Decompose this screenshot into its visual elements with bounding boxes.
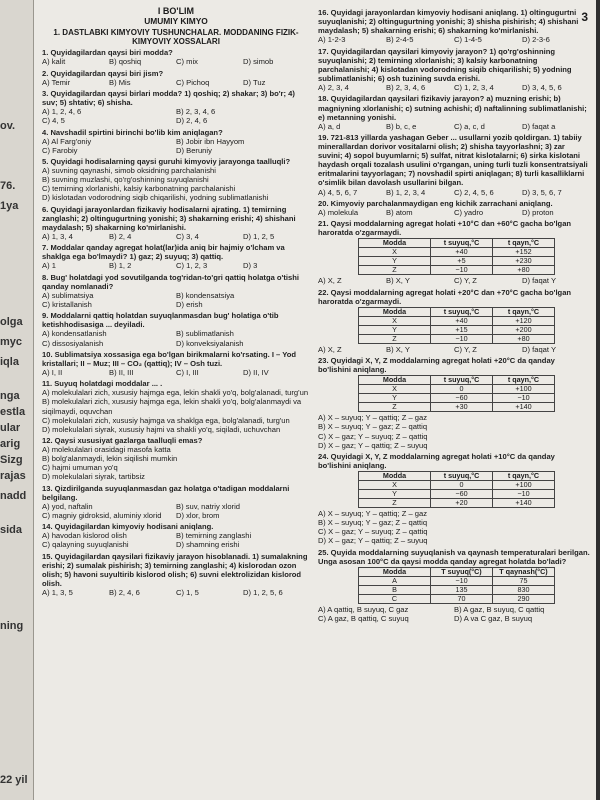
table-header-cell: t qayn,°C bbox=[493, 307, 555, 316]
answer-option: D) 2-3-6 bbox=[522, 35, 550, 45]
answer-option: A) 4, 5, 6, 7 bbox=[318, 187, 358, 197]
answer-option: A) 1-2-3 bbox=[318, 35, 346, 45]
answer-option: B) X, Y bbox=[386, 276, 410, 286]
question-text: 2. Quyidagilardan qaysi biri jism? bbox=[42, 68, 164, 78]
answer-option: D) 2, 4, 6 bbox=[176, 116, 208, 126]
answer-option: B) Jobir ibn Hayyom bbox=[176, 136, 245, 146]
answer-options bbox=[318, 413, 590, 449]
answer-option: B) 2, 3, 4, 6 bbox=[386, 83, 426, 93]
table-cell: A bbox=[359, 576, 431, 585]
question bbox=[318, 47, 590, 92]
answer-options bbox=[42, 107, 310, 125]
answer-option: D) kislotadan vodorodning siqib chiqarilishi, yodning sublimatlanishi bbox=[42, 193, 269, 203]
table-header-cell: t suyuq,°C bbox=[431, 307, 493, 316]
answer-option: C) Pichoq bbox=[176, 77, 210, 87]
question bbox=[318, 452, 590, 546]
answer-option: A) I, II bbox=[42, 367, 63, 377]
neighbor-fragment: rajas bbox=[0, 470, 26, 482]
question bbox=[42, 522, 310, 549]
question bbox=[42, 552, 310, 597]
question-text: 21. Qaysi moddalarning agregat holati +10°C dan +60°C gacha bo'lgan haroratda o'zgarmaydi. bbox=[318, 219, 572, 238]
answer-option: C) 4, 5 bbox=[42, 116, 65, 126]
answer-options bbox=[318, 83, 590, 92]
answer-option: A) a, d bbox=[318, 121, 341, 131]
neighbor-fragment: ov. bbox=[0, 120, 16, 132]
table-header-cell: Modda bbox=[359, 376, 431, 385]
question-text: 13. Qizdirilganda suyuqlanmasdan gaz holatga o'tadigan moddalarni belgilang. bbox=[42, 483, 290, 502]
question bbox=[42, 89, 310, 125]
answer-options bbox=[318, 276, 590, 285]
table-header-cell: T suyuq(°C) bbox=[431, 567, 493, 576]
question-text: 10. Sublimatsiya xossasiga ega bo'lgan birikmalarni ko'rsating. I – Yod kristallari; II – Muz; III – CO₂ (qattiq); IV – Osh tuzi. bbox=[42, 349, 297, 368]
answer-option: B) 1, 2, 3, 4 bbox=[386, 187, 426, 197]
answer-option: B) 1, 2 bbox=[109, 261, 132, 271]
answer-option: C) A gaz, B qattiq, C suyuq bbox=[318, 613, 409, 623]
question bbox=[318, 356, 590, 450]
table-row bbox=[359, 594, 555, 603]
answer-option: C) kristallanish bbox=[42, 299, 92, 309]
table-header-cell: t qayn,°C bbox=[493, 376, 555, 385]
table-cell: +40 bbox=[431, 248, 493, 257]
question bbox=[42, 273, 310, 309]
table-cell: Z bbox=[359, 334, 431, 343]
answer-options bbox=[42, 232, 310, 241]
question bbox=[42, 484, 310, 520]
document-page bbox=[34, 0, 596, 800]
data-table bbox=[358, 238, 555, 275]
answer-option: B) suv, natriy xlorid bbox=[176, 501, 241, 511]
table-cell: −60 bbox=[431, 490, 493, 499]
answer-option: D) xlor, brom bbox=[176, 510, 220, 520]
table-header-cell: Modda bbox=[359, 567, 431, 576]
table-cell: +120 bbox=[493, 316, 555, 325]
answer-option: D) 3 bbox=[243, 261, 258, 271]
answer-options bbox=[42, 368, 310, 377]
data-table bbox=[358, 375, 555, 412]
table-cell: C bbox=[359, 594, 431, 603]
answer-options bbox=[42, 329, 310, 347]
answer-option: A) 2, 3, 4 bbox=[318, 83, 349, 93]
table-cell: 70 bbox=[431, 594, 493, 603]
table-cell: −60 bbox=[431, 394, 493, 403]
table-cell: −10 bbox=[493, 490, 555, 499]
adjacent-page-edge bbox=[0, 0, 34, 800]
table-cell: +80 bbox=[493, 266, 555, 275]
table-cell: Y bbox=[359, 325, 431, 334]
question bbox=[318, 288, 590, 354]
answer-option: D) 1, 2, 5 bbox=[243, 231, 275, 241]
question-text: 1. Quyidagilardan qaysi biri modda? bbox=[42, 48, 173, 58]
question bbox=[42, 350, 310, 377]
table-cell: Z bbox=[359, 499, 431, 508]
table-cell: +100 bbox=[493, 385, 555, 394]
table-cell: Y bbox=[359, 257, 431, 266]
question-text: 24. Quyidagi X, Y, Z moddalarning agregat holati +10°C da qanday bo'lishini aniqlang. bbox=[318, 451, 555, 470]
table-cell: +152 bbox=[493, 248, 555, 257]
table-header-cell: Modda bbox=[359, 239, 431, 248]
question-text: 11. Suyuq holatdagi moddalar ... . bbox=[42, 379, 163, 389]
answer-option: A) 1, 3, 4 bbox=[42, 231, 73, 241]
table-header-cell: Modda bbox=[359, 472, 431, 481]
table-header-cell: Modda bbox=[359, 307, 431, 316]
answer-option: C) 1, 2, 3, 4 bbox=[454, 83, 494, 93]
answer-option: B) sublimatlanish bbox=[176, 329, 234, 339]
answer-option: A) X – suyuq; Y – qattiq; Z – gaz bbox=[318, 509, 428, 519]
answer-option: D) faqat Y bbox=[522, 276, 557, 286]
table-cell: Z bbox=[359, 403, 431, 412]
table-row bbox=[359, 585, 555, 594]
answer-options bbox=[42, 291, 310, 309]
answer-option: C) 1-4-5 bbox=[454, 35, 482, 45]
table-row bbox=[359, 316, 555, 325]
table-cell: 0 bbox=[431, 481, 493, 490]
table-cell: Z bbox=[359, 266, 431, 275]
answer-option: A) Al Farg'oniy bbox=[42, 136, 92, 146]
question bbox=[42, 157, 310, 202]
answer-option: B) 2-4-5 bbox=[386, 35, 414, 45]
table-cell: +5 bbox=[431, 257, 493, 266]
answer-option: B) b, c, e bbox=[386, 121, 417, 131]
table-cell: X bbox=[359, 481, 431, 490]
section-title: I BO'LIM bbox=[157, 6, 195, 16]
right-column bbox=[318, 6, 590, 798]
question-text: 19. 721-813 yillarda yashagan Geber ... usullarni yozib qoldirgan. 1) tabiiy minerallardan dorivor vositalarni olish; 2) shisha tayyorlashni; 3) zar suvini; 4) sopol buyumlarni; 5) sulfat, nitrat kislotalarni; 6) sirka kislotani haydash orqali tozalash usulini o'rgangan, uning turli tuzli konsentratsiyali eritmalarini tayyorlagan; 7) novshadil spirti aniqlagan; 8) turli kasalliklarni o'simlik bilan davolash usullarini bilgan. bbox=[318, 132, 588, 188]
question-text: 9. Moddalarni qattiq holatdan suyuqlanmasdan bug' holatiga o'tib ketishhodisasiga ... deyiladi. bbox=[42, 311, 279, 330]
neighbor-fragment: Sizg bbox=[0, 454, 23, 466]
neighbor-fragment: olga bbox=[0, 316, 23, 328]
answer-options bbox=[42, 137, 310, 155]
question-text: 17. Quyidagilardan qaysilari kimyoviy jarayon? 1) qo'rg'oshinning suyuqlanishi; 2) temirning xlorlanishi; 3) kalsiy karbonatning parchalanishi; 4) kislotadan vodorodning siqib chiqarilishi; 5) yodning sublimatlanishi; 6) osh tuzining suvda erishi. bbox=[318, 46, 572, 84]
answer-option: B) atom bbox=[386, 207, 413, 217]
answer-option: A) 1 bbox=[42, 261, 56, 271]
table-cell: −10 bbox=[431, 334, 493, 343]
question-list bbox=[42, 48, 310, 597]
answer-option: B) bolg'alanmaydi, lekin siqilishi mumkin bbox=[42, 454, 178, 464]
answer-option: D) II, IV bbox=[243, 367, 269, 377]
answer-option: C) X – gaz; Y – suyuq; Z – qattiq bbox=[318, 431, 428, 441]
question bbox=[42, 69, 310, 87]
answer-options bbox=[42, 445, 310, 481]
answer-option: A) X, Z bbox=[318, 276, 342, 286]
question bbox=[42, 379, 310, 434]
question-text: 18. Quyidagilardan qaysilari fizikaviy jarayon? a) muzning erishi; b) magniyning xlorlanishi; c) sutning achishi; d) naftalinning sublimatlanishi; e) metanning yonishi. bbox=[318, 94, 587, 122]
table-cell: −10 bbox=[431, 576, 493, 585]
answer-option: C) yadro bbox=[454, 207, 484, 217]
answer-option: A) suvning qaynashi, simob oksidning parchalanishi bbox=[42, 166, 216, 176]
answer-option: C) dissosiyalanish bbox=[42, 338, 104, 348]
table-header-row bbox=[359, 567, 555, 576]
answer-option: C) 3, 4 bbox=[176, 231, 199, 241]
table-cell: B bbox=[359, 585, 431, 594]
answer-options bbox=[42, 166, 310, 202]
answer-option: A) Temir bbox=[42, 77, 71, 87]
question bbox=[318, 219, 590, 285]
answer-option: A) sublimatsiya bbox=[42, 290, 94, 300]
question-text: 5. Quyidagi hodisalarning qaysi guruhi kimyoviy jarayonga taalluqli? bbox=[42, 156, 291, 166]
question bbox=[42, 243, 310, 270]
answer-option: A) molekulalari zich, xususiy hajmga ega, lekin shakli yo'q, bolg'alanadi, turg'un bbox=[42, 388, 309, 398]
question-text: 6. Quyidagi jarayonlardan fizikaviy hodisalarni ajrating. 1) temirning zanglashi; 2) oltingugurtning yonishi; 3) shakarning erishi; 4) shishani maydalash; 5) shakarning ko'mirlanishi. bbox=[42, 204, 296, 232]
answer-option: B) 2, 4 bbox=[109, 231, 132, 241]
answer-option: C) hajmi umuman yo'q bbox=[42, 463, 118, 473]
answer-option: D) molekulalari siyrak, tartibsiz bbox=[42, 472, 145, 482]
table-row bbox=[359, 499, 555, 508]
answer-options bbox=[42, 388, 310, 433]
neighbor-fragment: ning bbox=[0, 620, 24, 632]
table-cell: X bbox=[359, 316, 431, 325]
neighbor-fragment: nadd bbox=[0, 490, 27, 502]
answer-option: C) magniy gidroksid, aluminiy xlorid bbox=[42, 510, 162, 520]
neighbor-fragment: 76. bbox=[0, 180, 16, 192]
question bbox=[318, 133, 590, 197]
answer-options bbox=[42, 57, 310, 66]
answer-option: A) havodan kislorod olish bbox=[42, 531, 127, 541]
answer-option: D) X – gaz; Y – qattiq; Z – suyuq bbox=[318, 440, 428, 450]
table-header-row bbox=[359, 307, 555, 316]
answer-option: C) X – gaz; Y – suyuq; Z – qattiq bbox=[318, 527, 428, 537]
answer-option: A) yod, naftalin bbox=[42, 501, 93, 511]
answer-option: B) X, Y bbox=[386, 344, 410, 354]
table-cell: 0 bbox=[431, 385, 493, 394]
data-table bbox=[358, 471, 555, 508]
table-cell: X bbox=[359, 385, 431, 394]
answer-option: B) 2, 4, 6 bbox=[109, 588, 140, 598]
question-text: 14. Quyidagilardan kimyoviy hodisani aniqlang. bbox=[42, 522, 214, 532]
answer-option: C) qalayning suyuqlanishi bbox=[42, 540, 129, 550]
table-cell: Y bbox=[359, 490, 431, 499]
answer-options bbox=[318, 208, 590, 217]
answer-option: C) mix bbox=[176, 57, 198, 67]
table-cell: +30 bbox=[431, 403, 493, 412]
answer-options bbox=[42, 588, 310, 597]
answer-option: D) Tuz bbox=[243, 77, 266, 87]
answer-option: A) X, Z bbox=[318, 344, 342, 354]
answer-options bbox=[42, 261, 310, 270]
answer-option: D) Beruniy bbox=[176, 145, 212, 155]
answer-option: B) X – suyuq; Y – gaz; Z – qattiq bbox=[318, 422, 428, 432]
answer-option: A) molekula bbox=[318, 207, 359, 217]
answer-option: A) 1, 3, 5 bbox=[42, 588, 73, 598]
answer-option: A) molekulalari orasidagi masofa katta bbox=[42, 445, 171, 455]
answer-options bbox=[42, 78, 310, 87]
table-header-cell: t suyuq,°C bbox=[431, 472, 493, 481]
answer-option: D) 3, 5, 6, 7 bbox=[522, 187, 562, 197]
answer-option: C) Y, Z bbox=[454, 276, 477, 286]
table-row bbox=[359, 266, 555, 275]
table-cell: +140 bbox=[493, 499, 555, 508]
answer-option: D) simob bbox=[243, 57, 274, 67]
table-row bbox=[359, 576, 555, 585]
question-text: 7. Moddalar qanday agregat holat(lar)ida aniq bir hajmiy o'lcham va shaklga ega bo'lmaydi? 1) gaz; 2) suyuq; 3) qattiq. bbox=[42, 243, 285, 262]
answer-option: D) konveksiyalanish bbox=[176, 338, 244, 348]
page-number: 3 bbox=[581, 10, 588, 24]
answer-options bbox=[42, 531, 310, 549]
answer-option: D) 3, 4, 5, 6 bbox=[522, 83, 562, 93]
topic-title: 1. DASTLABKI KIMYOVIY TUSHUNCHALAR. MODDANING FIZIK-KIMYOVIY XOSSALARI bbox=[53, 28, 299, 46]
answer-option: D) faqat a bbox=[522, 121, 556, 131]
question-text: 22. Qaysi moddalarning agregat holati +20°C dan +70°C gacha bo'lgan haroratda o'zgarmaydi. bbox=[318, 287, 572, 306]
answer-options bbox=[318, 122, 590, 131]
table-row bbox=[359, 334, 555, 343]
answer-options bbox=[318, 509, 590, 545]
question bbox=[42, 205, 310, 241]
question-text: 25. Quyida moddalarning suyuqlanish va qaynash temperaturalari berilgan. Unga asosan 100°C da qaysi modda qanday agregat holatda bo'ladi? bbox=[318, 547, 590, 566]
table-cell: 75 bbox=[493, 576, 555, 585]
table-header-cell: t suyuq,°C bbox=[431, 239, 493, 248]
table-cell: 830 bbox=[493, 585, 555, 594]
table-cell: 135 bbox=[431, 585, 493, 594]
answer-option: C) 1, 5 bbox=[176, 588, 199, 598]
answer-option: B) qoshiq bbox=[109, 57, 142, 67]
answer-options bbox=[42, 502, 310, 520]
answer-options bbox=[318, 605, 590, 623]
answer-option: C) Farobiy bbox=[42, 145, 78, 155]
question-text: 12. Qaysi xususiyat gazlarga taalluqli emas? bbox=[42, 436, 203, 445]
neighbor-fragment: sida bbox=[0, 524, 23, 536]
answer-option: D) shamning erishi bbox=[176, 540, 240, 550]
table-row bbox=[359, 403, 555, 412]
table-cell: +100 bbox=[493, 481, 555, 490]
subject-title: UMUMIY KIMYO bbox=[144, 16, 208, 26]
answer-option: A) 1, 2, 4, 6 bbox=[42, 107, 82, 117]
table-cell: +230 bbox=[493, 257, 555, 266]
question-text: 8. Bug' holatdagi yod sovutilganda tog'ridan-to'gri qattiq holatga o'tishi qanday nomlanadi? bbox=[42, 272, 299, 291]
answer-options bbox=[318, 188, 590, 197]
neighbor-fragment: ular bbox=[0, 422, 21, 434]
question bbox=[318, 8, 590, 44]
data-table bbox=[358, 307, 555, 344]
answer-option: A) kondensatlanish bbox=[42, 329, 107, 339]
table-cell: 290 bbox=[493, 594, 555, 603]
question bbox=[42, 436, 310, 481]
answer-option: C) I, III bbox=[176, 367, 199, 377]
answer-option: A) kalit bbox=[42, 57, 66, 67]
table-cell: +20 bbox=[431, 499, 493, 508]
answer-option: C) temirning xlorlanishi, kalsiy karbonatning parchalanishi bbox=[42, 184, 236, 194]
question-text: 4. Navshadil spirtini birinchi bo'lib kim aniqlagan? bbox=[42, 127, 223, 137]
question-text: 23. Quyidagi X, Y, Z moddalarning agregat holati +20°C da qanday bo'lishini aniqlang. bbox=[318, 356, 555, 375]
answer-option: B) 2, 3, 4, 6 bbox=[176, 107, 216, 117]
answer-option: C) 2, 4, 5, 6 bbox=[454, 187, 494, 197]
answer-option: B) II, III bbox=[109, 367, 134, 377]
neighbor-fragment: 1ya bbox=[0, 200, 19, 212]
answer-options bbox=[318, 345, 590, 354]
answer-option: D) 1, 2, 5, 6 bbox=[243, 588, 283, 598]
neighbor-fragment: estla bbox=[0, 406, 26, 418]
answer-option: B) molekulalari zich, xususiy hajmga ega, lekin shakli yo'q, bolg'alanmaydi va siqilmaydi, oquvchan bbox=[42, 397, 302, 416]
neighbor-fragment: myc bbox=[0, 336, 23, 348]
table-header-cell: t suyuq,°C bbox=[431, 376, 493, 385]
answer-option: D) A va C gaz, B suyuq bbox=[454, 613, 533, 623]
question bbox=[42, 128, 310, 155]
data-table bbox=[358, 567, 555, 604]
question bbox=[318, 548, 590, 623]
table-cell: X bbox=[359, 248, 431, 257]
neighbor-fragment: nga bbox=[0, 390, 20, 402]
question bbox=[42, 48, 310, 66]
table-cell: −10 bbox=[493, 394, 555, 403]
question bbox=[42, 311, 310, 347]
left-column bbox=[42, 6, 310, 798]
question-text: 3. Quyidagilardan qaysi birlari modda? 1) qoshiq; 2) shakar; 3) bo'r; 4) suv; 5) shtativ; 6) shisha. bbox=[42, 88, 295, 108]
table-header-cell: T qaynash(°C) bbox=[493, 567, 555, 576]
question-text: 15. Quyidagilardan qaysilari fizikaviy jarayon hisoblanadi. 1) sumalakning erishi; 2) sumalak pishirish; 3) temirning zanglashi; 4) kislorodan ozon olish; 5) havoni suyultirib kislorod olish; 6) suvni elektrolizidan kislorod olish. bbox=[42, 551, 308, 588]
answer-option: C) 1, 2, 3 bbox=[176, 261, 208, 271]
table-header-cell: t qayn,°C bbox=[493, 472, 555, 481]
answer-option: B) suvning muzlashi, qo'rg'oshinning suyuqlanishi bbox=[42, 175, 209, 185]
question-list bbox=[318, 8, 590, 623]
answer-option: B) kondensatsiya bbox=[176, 290, 235, 300]
question-text: 16. Quyidagi jarayonlardan kimyoviy hodisani aniqlang. 1) oltingugurtni suyuqlanishi; 2) oltingugurtning yonishi; 3) shisha pishirish; 4) shishani maydalash; 5) shakarning erishi; 6) shakarning ko'mirlanishi. bbox=[318, 8, 579, 36]
table-cell: Y bbox=[359, 394, 431, 403]
neighbor-fragment: 22 yil bbox=[0, 774, 28, 786]
answer-option: D) proton bbox=[522, 207, 554, 217]
answer-option: C) molekulalari zich, xususiy hajmga va shaklga ega, bolg'alanadi, turg'un bbox=[42, 415, 290, 425]
answer-options bbox=[318, 35, 590, 44]
table-cell: −10 bbox=[431, 266, 493, 275]
table-cell: +140 bbox=[493, 403, 555, 412]
table-cell: +40 bbox=[431, 316, 493, 325]
answer-option: B) temirning zanglashi bbox=[176, 531, 252, 541]
answer-option: D) faqat Y bbox=[522, 344, 557, 354]
answer-option: B) Mis bbox=[109, 77, 131, 87]
table-cell: +200 bbox=[493, 325, 555, 334]
question bbox=[318, 199, 590, 217]
question-text: 20. Kimyoviy parchalanmaydigan eng kichik zarrachani aniqlang. bbox=[318, 198, 553, 208]
table-cell: +80 bbox=[493, 334, 555, 343]
table-row bbox=[359, 325, 555, 334]
answer-option: D) X – gaz; Y – qattiq; Z – suyuq bbox=[318, 536, 428, 546]
table-cell: +15 bbox=[431, 325, 493, 334]
answer-option: D) erish bbox=[176, 299, 203, 309]
table-header-cell: t qayn,°C bbox=[493, 239, 555, 248]
neighbor-fragment: arig bbox=[0, 438, 21, 450]
answer-option: C) a, c, d bbox=[454, 121, 485, 131]
answer-option: C) Y, Z bbox=[454, 344, 477, 354]
answer-option: B) A gaz, B suyuq, C qattiq bbox=[454, 604, 545, 614]
answer-option: B) X – suyuq; Y – gaz; Z – qattiq bbox=[318, 518, 428, 528]
neighbor-fragment: iqla bbox=[0, 356, 19, 368]
answer-option: A) A qattiq, B suyuq, C gaz bbox=[318, 604, 409, 614]
answer-option: D) molekulalari siyrak, xususiy hajmi va shakli yo'q, siqiladi, uchuvchan bbox=[42, 424, 281, 434]
answer-option: A) X – suyuq; Y – qattiq; Z – gaz bbox=[318, 413, 428, 423]
question bbox=[318, 94, 590, 130]
